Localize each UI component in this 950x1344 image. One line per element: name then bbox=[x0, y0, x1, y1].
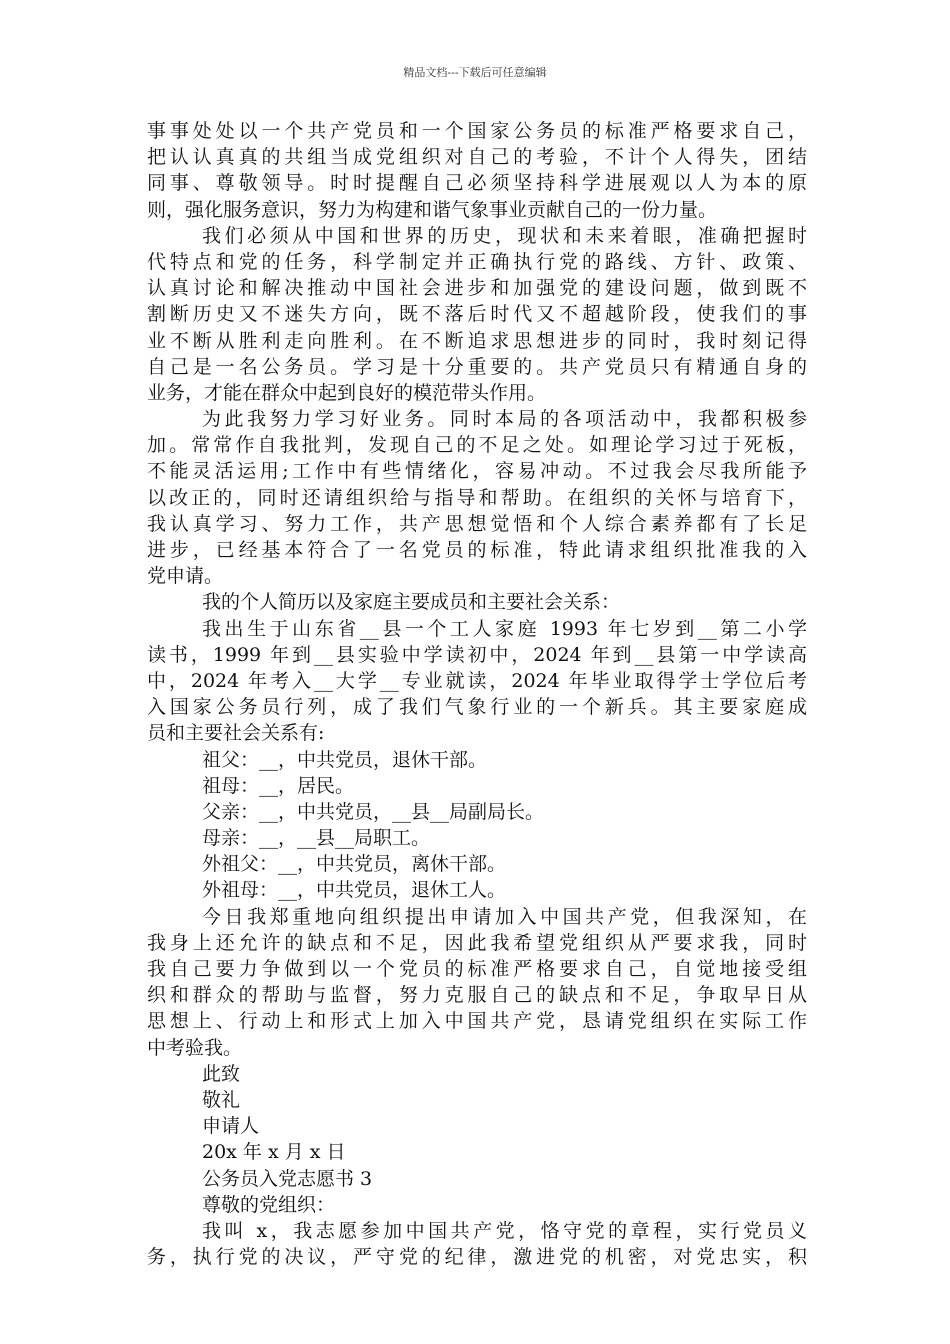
text-line: 进步，已经基本符合了一名党员的标准，特此请求组织批准我的入 bbox=[147, 539, 807, 561]
text-line: 外祖母：__，中共党员，退休工人。 bbox=[202, 879, 507, 902]
text-line: 20x 年 x 月 x 日 bbox=[202, 1141, 346, 1164]
text-line: 同事、尊敬领导。时时提醒自己必须坚持科学进展观以人为本的原 bbox=[147, 172, 807, 195]
text-line: 以改正的，同时还请组织给与指导和帮助。在组织的关怀与培育下， bbox=[147, 486, 807, 509]
text-line: 认真讨论和解决推动中国社会进步和加强党的建设问题，做到既不 bbox=[147, 277, 807, 300]
text-line: 则，强化服务意识，努力为构建和谐气象事业贡献自己的一份力量。 bbox=[147, 198, 718, 221]
text-line: 党申请。 bbox=[147, 565, 224, 588]
text-line: 中考验我。 bbox=[147, 1036, 243, 1059]
text-line: 代特点和党的任务，科学制定并正确执行党的路线、方针、政策、 bbox=[147, 250, 807, 273]
text-line: 尊敬的党组织： bbox=[202, 1193, 336, 1216]
text-line: 我自己要力争做到以一个党员的标准严格要求自己，自觉地接受组 bbox=[147, 958, 807, 980]
text-line: 读书，1999 年到__县实验中学读初中，2024 年到__县第一中学读高 bbox=[147, 643, 807, 666]
text-line: 割断历史又不迷失方向，既不落后时代又不超越阶段，使我们的事 bbox=[147, 303, 807, 326]
text-line: 申请人 bbox=[202, 1115, 260, 1138]
text-line: 我叫 x，我志愿参加中国共产党，恪守党的章程，实行党员义 bbox=[202, 1219, 807, 1242]
text-line: 今日我郑重地向组织提出申请加入中国共产党，但我深知，在 bbox=[202, 905, 807, 928]
text-line: 业不断从胜利走向胜利。在不断追求思想进步的同时，我时刻记得 bbox=[147, 329, 807, 352]
text-line: 外祖父：__，中共党员，离休干部。 bbox=[202, 853, 507, 876]
text-line: 入国家公务员行列，成了我们气象行业的一个新兵。其主要家庭成 bbox=[147, 696, 807, 719]
page-header: 精品文档---下载后可任意编辑 bbox=[403, 66, 547, 79]
text-line: 务，执行党的决议，严守党的纪律，激进党的机密，对党忠实，积 bbox=[147, 1246, 807, 1269]
text-line: 祖母：__，居民。 bbox=[202, 774, 355, 797]
text-line: 敬礼 bbox=[202, 1088, 241, 1111]
text-line: 自己是一名公务员。学习是十分重要的。共产党员只有精通自身的 bbox=[147, 355, 807, 378]
text-line: 我的个人简历以及家庭主要成员和主要社会关系： bbox=[202, 591, 621, 614]
text-line: 加。常常作自我批判，发现自己的不足之处。如理论学习过于死板， bbox=[147, 434, 807, 457]
text-line: 母亲：__，__县__局职工。 bbox=[202, 827, 431, 850]
text-line: 业务，才能在群众中起到良好的模范带头作用。 bbox=[147, 381, 547, 404]
text-line: 父亲：__，中共党员，__县__局副局长。 bbox=[202, 800, 545, 823]
text-line: 祖父：__，中共党员，退休干部。 bbox=[202, 748, 488, 771]
text-line: 公务员入党志愿书 3 bbox=[202, 1167, 373, 1190]
document-body bbox=[147, 118, 807, 1270]
text-line: 员和主要社会关系有: bbox=[147, 722, 325, 745]
text-line: 我们必须从中国和世界的历史，现状和未来着眼，准确把握时 bbox=[202, 224, 807, 247]
text-line: 思想上、行动上和形式上加入中国共产党，恳请党组织在实际工作 bbox=[147, 1010, 807, 1033]
text-line: 不能灵活运用;工作中有些情绪化，容易冲动。不过我会尽我所能予 bbox=[147, 460, 807, 483]
text-line: 中，2024 年考入__大学__专业就读，2024 年毕业取得学士学位后考 bbox=[147, 669, 807, 692]
text-line: 我出生于山东省__县一个工人家庭 1993 年七岁到__第二小学 bbox=[202, 617, 807, 640]
text-line: 织和群众的帮助与监督，努力克服自己的缺点和不足，争取早日从 bbox=[147, 984, 807, 1007]
text-line: 事事处处以一个共产党员和一个国家公务员的标准严格要求自己， bbox=[147, 120, 807, 142]
text-line: 把认认真真的共组当成党组织对自己的考验，不计个人得失，团结 bbox=[147, 146, 807, 169]
text-line: 我身上还允许的缺点和不足，因此我希望党组织从严要求我，同时 bbox=[147, 931, 807, 954]
text-line: 此致 bbox=[202, 1062, 241, 1085]
text-line: 我认真学习、努力工作，共产思想觉悟和个人综合素养都有了长足 bbox=[147, 512, 807, 535]
text-line: 为此我努力学习好业务。同时本局的各项活动中，我都积极参 bbox=[202, 408, 807, 431]
